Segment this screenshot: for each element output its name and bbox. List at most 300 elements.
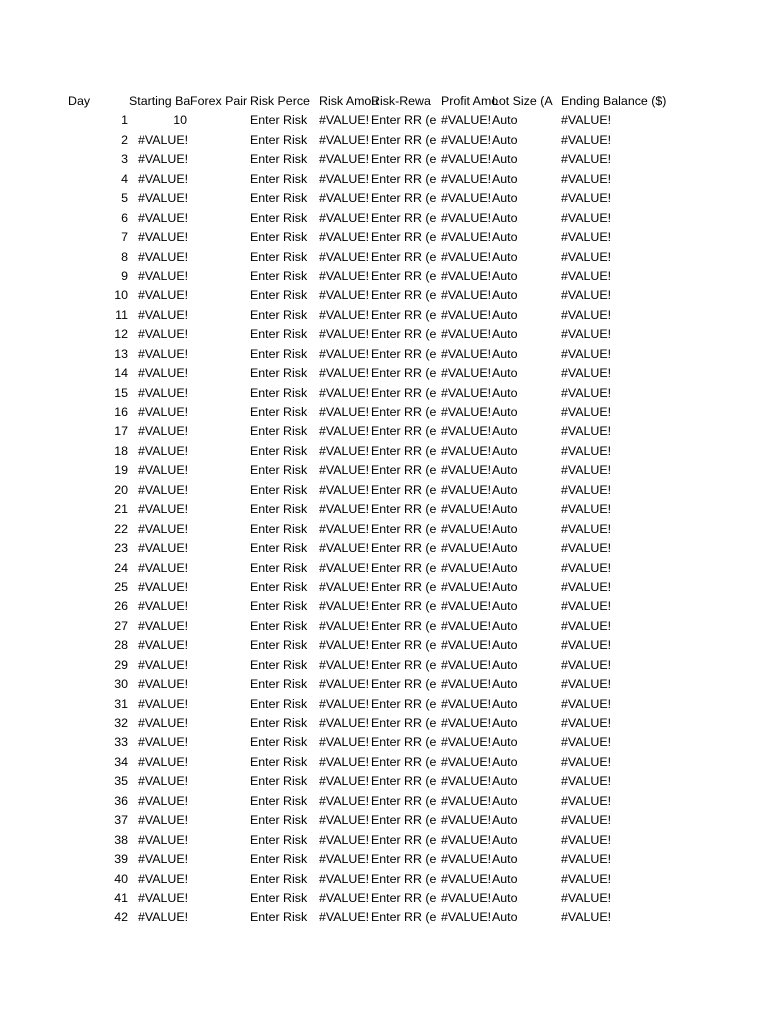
starting-balance-cell[interactable]: #VALUE! — [138, 482, 189, 497]
day-cell[interactable]: 16 — [114, 405, 128, 419]
risk-amount-cell[interactable]: #VALUE! — [319, 774, 370, 789]
forex-pair-cell[interactable] — [190, 714, 249, 733]
lot-size-cell[interactable]: Auto — [492, 346, 518, 361]
day-cell[interactable]: 13 — [114, 346, 128, 361]
lot-size-cell[interactable]: Auto — [492, 696, 518, 711]
risk-percent-cell[interactable]: Enter Risk — [250, 171, 308, 186]
starting-balance-cell[interactable]: #VALUE! — [138, 832, 189, 847]
day-cell[interactable]: 5 — [121, 191, 128, 206]
day-cell[interactable]: 31 — [114, 696, 128, 711]
lot-size-cell[interactable]: Auto — [492, 774, 518, 789]
risk-amount-cell[interactable]: #VALUE! — [319, 716, 370, 730]
risk-amount-cell[interactable]: #VALUE! — [319, 638, 370, 653]
risk-amount-cell[interactable]: #VALUE! — [319, 910, 370, 925]
risk-percent-cell[interactable]: Enter Risk — [250, 618, 308, 633]
starting-balance-cell[interactable]: #VALUE! — [138, 579, 189, 594]
ending-balance-cell[interactable]: #VALUE! — [561, 113, 612, 128]
profit-amount-cell[interactable]: #VALUE! — [441, 871, 492, 886]
risk-reward-cell[interactable]: Enter RR (e — [371, 405, 437, 419]
risk-percent-cell[interactable]: Enter Risk — [250, 249, 308, 264]
starting-balance-cell[interactable]: #VALUE! — [138, 346, 189, 361]
risk-percent-cell[interactable]: Enter Risk — [250, 560, 308, 575]
risk-reward-cell[interactable]: Enter RR (e — [371, 560, 437, 575]
day-cell[interactable]: 35 — [114, 774, 128, 789]
risk-amount-cell[interactable]: #VALUE! — [319, 288, 370, 303]
risk-reward-cell[interactable]: Enter RR (e — [371, 774, 437, 789]
ending-balance-cell[interactable]: #VALUE! — [561, 366, 612, 381]
risk-reward-cell[interactable]: Enter RR (e — [371, 618, 437, 633]
lot-size-cell[interactable]: Auto — [492, 852, 518, 867]
starting-balance-cell[interactable]: #VALUE! — [138, 171, 189, 186]
risk-reward-cell[interactable]: Enter RR (e — [371, 463, 437, 478]
lot-size-cell[interactable]: Auto — [492, 813, 518, 828]
profit-amount-cell[interactable]: #VALUE! — [441, 268, 492, 283]
ending-balance-cell[interactable]: #VALUE! — [561, 677, 612, 692]
risk-amount-cell[interactable]: #VALUE! — [319, 346, 370, 361]
day-cell[interactable]: 21 — [114, 502, 128, 517]
profit-amount-cell[interactable]: #VALUE! — [441, 230, 492, 245]
profit-amount-cell[interactable]: #VALUE! — [441, 385, 492, 400]
forex-pair-cell[interactable] — [190, 189, 249, 208]
ending-balance-cell[interactable]: #VALUE! — [561, 346, 612, 361]
risk-percent-cell[interactable]: Enter Risk — [250, 327, 308, 342]
risk-reward-cell[interactable]: Enter RR (e — [371, 890, 437, 905]
risk-percent-cell[interactable]: Enter Risk — [250, 890, 308, 905]
risk-percent-cell[interactable]: Enter Risk — [250, 793, 308, 808]
day-cell[interactable]: 29 — [114, 657, 128, 672]
risk-reward-cell[interactable]: Enter RR (e — [371, 113, 437, 128]
risk-reward-cell[interactable]: Enter RR (e — [371, 424, 437, 439]
risk-amount-cell[interactable]: #VALUE! — [319, 521, 370, 536]
lot-size-cell[interactable]: Auto — [492, 366, 518, 381]
starting-balance-cell[interactable]: #VALUE! — [138, 230, 189, 245]
risk-reward-cell[interactable]: Enter RR (e — [371, 307, 437, 322]
risk-reward-cell[interactable]: Enter RR (e — [371, 210, 437, 225]
risk-amount-cell[interactable]: #VALUE! — [319, 579, 370, 594]
risk-percent-cell[interactable]: Enter Risk — [250, 210, 308, 225]
starting-balance-cell[interactable]: #VALUE! — [138, 268, 189, 283]
forex-pair-cell[interactable] — [190, 150, 249, 169]
risk-percent-cell[interactable]: Enter Risk — [250, 910, 308, 925]
starting-balance-cell[interactable]: #VALUE! — [138, 288, 189, 303]
risk-reward-cell[interactable]: Enter RR (e — [371, 366, 437, 381]
risk-amount-cell[interactable]: #VALUE! — [319, 230, 370, 245]
forex-pair-cell[interactable] — [190, 870, 249, 889]
profit-amount-cell[interactable]: #VALUE! — [441, 288, 492, 303]
starting-balance-cell[interactable]: #VALUE! — [138, 793, 189, 808]
profit-amount-cell[interactable]: #VALUE! — [441, 793, 492, 808]
risk-reward-cell[interactable]: Enter RR (e — [371, 716, 437, 730]
risk-amount-cell[interactable]: #VALUE! — [319, 677, 370, 692]
risk-percent-cell[interactable]: Enter Risk — [250, 482, 308, 497]
ending-balance-cell[interactable]: #VALUE! — [561, 385, 612, 400]
ending-balance-cell[interactable]: #VALUE! — [561, 463, 612, 478]
starting-balance-cell[interactable]: #VALUE! — [138, 599, 189, 614]
profit-amount-cell[interactable]: #VALUE! — [441, 735, 492, 750]
lot-size-cell[interactable]: Auto — [492, 657, 518, 672]
ending-balance-cell[interactable]: #VALUE! — [561, 191, 612, 206]
risk-amount-cell[interactable]: #VALUE! — [319, 754, 370, 769]
forex-pair-cell[interactable] — [190, 364, 249, 383]
day-cell[interactable]: 25 — [114, 579, 128, 594]
risk-amount-cell[interactable]: #VALUE! — [319, 191, 370, 206]
day-cell[interactable]: 12 — [114, 327, 128, 342]
risk-reward-cell[interactable]: Enter RR (e — [371, 579, 437, 594]
risk-amount-cell[interactable]: #VALUE! — [319, 832, 370, 847]
day-cell[interactable]: 22 — [114, 521, 128, 536]
risk-amount-cell[interactable]: #VALUE! — [319, 366, 370, 381]
day-cell[interactable]: 40 — [114, 871, 128, 886]
lot-size-cell[interactable]: Auto — [492, 152, 518, 167]
day-cell[interactable]: 2 — [121, 132, 128, 147]
profit-amount-cell[interactable]: #VALUE! — [441, 677, 492, 692]
day-cell[interactable]: 17 — [114, 424, 128, 439]
starting-balance-cell[interactable]: #VALUE! — [138, 560, 189, 575]
risk-percent-cell[interactable]: Enter Risk — [250, 502, 308, 517]
profit-amount-cell[interactable]: #VALUE! — [441, 560, 492, 575]
day-cell[interactable]: 7 — [121, 230, 128, 245]
lot-size-cell[interactable]: Auto — [492, 541, 518, 556]
risk-reward-cell[interactable]: Enter RR (e — [371, 152, 437, 167]
lot-size-cell[interactable]: Auto — [492, 871, 518, 886]
lot-size-cell[interactable]: Auto — [492, 579, 518, 594]
header-risk-percent[interactable]: Risk Perce — [250, 94, 310, 108]
profit-amount-cell[interactable]: #VALUE! — [441, 249, 492, 264]
risk-amount-cell[interactable]: #VALUE! — [319, 113, 370, 128]
forex-pair-cell[interactable] — [190, 384, 249, 403]
profit-amount-cell[interactable]: #VALUE! — [441, 210, 492, 225]
day-cell[interactable]: 39 — [114, 852, 128, 867]
risk-percent-cell[interactable]: Enter Risk — [250, 852, 308, 867]
risk-percent-cell[interactable]: Enter Risk — [250, 754, 308, 769]
ending-balance-cell[interactable]: #VALUE! — [561, 871, 612, 886]
header-day[interactable]: Day — [68, 94, 91, 108]
profit-amount-cell[interactable]: #VALUE! — [441, 502, 492, 517]
starting-balance-cell[interactable]: #VALUE! — [138, 132, 189, 147]
risk-reward-cell[interactable]: Enter RR (e — [371, 832, 437, 847]
risk-percent-cell[interactable]: Enter Risk — [250, 307, 308, 322]
header-forex-pair[interactable]: Forex Pair — [190, 94, 248, 108]
profit-amount-cell[interactable]: #VALUE! — [441, 890, 492, 905]
forex-pair-cell[interactable] — [190, 889, 249, 908]
risk-amount-cell[interactable]: #VALUE! — [319, 171, 370, 186]
risk-reward-cell[interactable]: Enter RR (e — [371, 268, 437, 283]
risk-amount-cell[interactable]: #VALUE! — [319, 152, 370, 167]
risk-percent-cell[interactable]: Enter Risk — [250, 541, 308, 556]
profit-amount-cell[interactable]: #VALUE! — [441, 754, 492, 769]
starting-balance-cell[interactable]: #VALUE! — [138, 754, 189, 769]
risk-amount-cell[interactable]: #VALUE! — [319, 482, 370, 497]
profit-amount-cell[interactable]: #VALUE! — [441, 618, 492, 633]
starting-balance-cell[interactable]: #VALUE! — [138, 813, 189, 828]
starting-balance-cell[interactable]: #VALUE! — [138, 852, 189, 867]
risk-amount-cell[interactable]: #VALUE! — [319, 210, 370, 225]
risk-reward-cell[interactable]: Enter RR (e — [371, 346, 437, 361]
day-cell[interactable]: 3 — [121, 152, 128, 167]
day-cell[interactable]: 15 — [114, 385, 128, 400]
forex-pair-cell[interactable] — [190, 831, 249, 850]
starting-balance-cell[interactable]: #VALUE! — [138, 657, 189, 672]
starting-balance-cell[interactable]: #VALUE! — [138, 307, 189, 322]
risk-amount-cell[interactable]: #VALUE! — [319, 268, 370, 283]
risk-reward-cell[interactable]: Enter RR (e — [371, 871, 437, 886]
day-cell[interactable]: 6 — [121, 210, 128, 225]
starting-balance-cell[interactable]: #VALUE! — [138, 638, 189, 653]
starting-balance-cell[interactable]: #VALUE! — [138, 327, 189, 342]
profit-amount-cell[interactable]: #VALUE! — [441, 541, 492, 556]
starting-balance-cell[interactable]: #VALUE! — [138, 463, 189, 478]
lot-size-cell[interactable]: Auto — [492, 443, 518, 458]
risk-percent-cell[interactable]: Enter Risk — [250, 424, 308, 439]
ending-balance-cell[interactable]: #VALUE! — [561, 735, 612, 750]
risk-percent-cell[interactable]: Enter Risk — [250, 405, 308, 419]
risk-reward-cell[interactable]: Enter RR (e — [371, 132, 437, 147]
ending-balance-cell[interactable]: #VALUE! — [561, 268, 612, 283]
risk-reward-cell[interactable]: Enter RR (e — [371, 482, 437, 497]
risk-reward-cell[interactable]: Enter RR (e — [371, 541, 437, 556]
day-cell[interactable]: 28 — [114, 638, 128, 653]
risk-amount-cell[interactable]: #VALUE! — [319, 793, 370, 808]
starting-balance-cell[interactable]: #VALUE! — [138, 774, 189, 789]
ending-balance-cell[interactable]: #VALUE! — [561, 424, 612, 439]
profit-amount-cell[interactable]: #VALUE! — [441, 152, 492, 167]
risk-reward-cell[interactable]: Enter RR (e — [371, 599, 437, 614]
risk-amount-cell[interactable]: #VALUE! — [319, 327, 370, 342]
starting-balance-cell[interactable]: #VALUE! — [138, 191, 189, 206]
ending-balance-cell[interactable]: #VALUE! — [561, 754, 612, 769]
starting-balance-cell[interactable]: #VALUE! — [138, 735, 189, 750]
ending-balance-cell[interactable]: #VALUE! — [561, 813, 612, 828]
starting-balance-cell[interactable]: #VALUE! — [138, 696, 189, 711]
lot-size-cell[interactable]: Auto — [492, 463, 518, 478]
lot-size-cell[interactable]: Auto — [492, 832, 518, 847]
ending-balance-cell[interactable]: #VALUE! — [561, 832, 612, 847]
risk-reward-cell[interactable]: Enter RR (e — [371, 735, 437, 750]
profit-amount-cell[interactable]: #VALUE! — [441, 521, 492, 536]
day-cell[interactable]: 1 — [121, 113, 128, 128]
ending-balance-cell[interactable]: #VALUE! — [561, 910, 612, 925]
ending-balance-cell[interactable]: #VALUE! — [561, 307, 612, 322]
ending-balance-cell[interactable]: #VALUE! — [561, 482, 612, 497]
forex-pair-cell[interactable] — [190, 578, 249, 597]
ending-balance-cell[interactable]: #VALUE! — [561, 327, 612, 342]
forex-pair-cell[interactable] — [190, 248, 249, 267]
lot-size-cell[interactable]: Auto — [492, 793, 518, 808]
profit-amount-cell[interactable]: #VALUE! — [441, 910, 492, 925]
ending-balance-cell[interactable]: #VALUE! — [561, 638, 612, 653]
ending-balance-cell[interactable]: #VALUE! — [561, 210, 612, 225]
risk-amount-cell[interactable]: #VALUE! — [319, 618, 370, 633]
forex-pair-cell[interactable] — [190, 908, 249, 927]
ending-balance-cell[interactable]: #VALUE! — [561, 657, 612, 672]
risk-percent-cell[interactable]: Enter Risk — [250, 774, 308, 789]
forex-pair-cell[interactable] — [190, 131, 249, 150]
header-ending-balance[interactable]: Ending Balance ($) — [561, 94, 667, 108]
forex-pair-cell[interactable] — [190, 675, 249, 694]
risk-amount-cell[interactable]: #VALUE! — [319, 443, 370, 458]
lot-size-cell[interactable]: Auto — [492, 482, 518, 497]
risk-percent-cell[interactable]: Enter Risk — [250, 152, 308, 167]
forex-pair-cell[interactable] — [190, 481, 249, 500]
forex-pair-cell[interactable] — [190, 695, 249, 714]
lot-size-cell[interactable]: Auto — [492, 754, 518, 769]
profit-amount-cell[interactable]: #VALUE! — [441, 171, 492, 186]
forex-pair-cell[interactable] — [190, 286, 249, 305]
risk-amount-cell[interactable]: #VALUE! — [319, 541, 370, 556]
risk-reward-cell[interactable]: Enter RR (e — [371, 230, 437, 245]
risk-percent-cell[interactable]: Enter Risk — [250, 521, 308, 536]
starting-balance-cell[interactable]: #VALUE! — [138, 443, 189, 458]
forex-pair-cell[interactable] — [190, 733, 249, 752]
forex-pair-cell[interactable] — [190, 772, 249, 791]
ending-balance-cell[interactable]: #VALUE! — [561, 288, 612, 303]
day-cell[interactable]: 9 — [121, 268, 128, 283]
risk-percent-cell[interactable]: Enter Risk — [250, 716, 308, 730]
ending-balance-cell[interactable]: #VALUE! — [561, 249, 612, 264]
forex-pair-cell[interactable] — [190, 636, 249, 655]
forex-pair-cell[interactable] — [190, 753, 249, 772]
header-risk-amount[interactable]: Risk Amou — [319, 94, 379, 108]
profit-amount-cell[interactable]: #VALUE! — [441, 696, 492, 711]
starting-balance-cell[interactable]: #VALUE! — [138, 716, 189, 730]
day-cell[interactable]: 30 — [114, 677, 128, 692]
starting-balance-cell[interactable]: #VALUE! — [138, 521, 189, 536]
risk-reward-cell[interactable]: Enter RR (e — [371, 385, 437, 400]
ending-balance-cell[interactable]: #VALUE! — [561, 521, 612, 536]
risk-reward-cell[interactable]: Enter RR (e — [371, 638, 437, 653]
profit-amount-cell[interactable]: #VALUE! — [441, 832, 492, 847]
lot-size-cell[interactable]: Auto — [492, 716, 518, 730]
risk-percent-cell[interactable]: Enter Risk — [250, 366, 308, 381]
day-cell[interactable]: 8 — [121, 249, 128, 264]
forex-pair-cell[interactable] — [190, 228, 249, 247]
risk-amount-cell[interactable]: #VALUE! — [319, 871, 370, 886]
risk-percent-cell[interactable]: Enter Risk — [250, 696, 308, 711]
starting-balance-cell[interactable]: #VALUE! — [138, 210, 189, 225]
profit-amount-cell[interactable]: #VALUE! — [441, 579, 492, 594]
risk-reward-cell[interactable]: Enter RR (e — [371, 521, 437, 536]
lot-size-cell[interactable]: Auto — [492, 502, 518, 517]
lot-size-cell[interactable]: Auto — [492, 268, 518, 283]
lot-size-cell[interactable]: Auto — [492, 618, 518, 633]
starting-balance-cell[interactable]: #VALUE! — [138, 366, 189, 381]
risk-amount-cell[interactable]: #VALUE! — [319, 424, 370, 439]
ending-balance-cell[interactable]: #VALUE! — [561, 774, 612, 789]
lot-size-cell[interactable]: Auto — [492, 113, 518, 128]
lot-size-cell[interactable]: Auto — [492, 307, 518, 322]
forex-pair-cell[interactable] — [190, 559, 249, 578]
lot-size-cell[interactable]: Auto — [492, 288, 518, 303]
profit-amount-cell[interactable]: #VALUE! — [441, 346, 492, 361]
lot-size-cell[interactable]: Auto — [492, 890, 518, 905]
profit-amount-cell[interactable]: #VALUE! — [441, 191, 492, 206]
header-risk-reward[interactable]: Risk-Rewa — [371, 94, 431, 108]
day-cell[interactable]: 32 — [114, 716, 128, 730]
ending-balance-cell[interactable]: #VALUE! — [561, 599, 612, 614]
lot-size-cell[interactable]: Auto — [492, 249, 518, 264]
risk-percent-cell[interactable]: Enter Risk — [250, 346, 308, 361]
ending-balance-cell[interactable]: #VALUE! — [561, 696, 612, 711]
profit-amount-cell[interactable]: #VALUE! — [441, 424, 492, 439]
lot-size-cell[interactable]: Auto — [492, 210, 518, 225]
starting-balance-cell[interactable]: #VALUE! — [138, 385, 189, 400]
profit-amount-cell[interactable]: #VALUE! — [441, 463, 492, 478]
day-cell[interactable]: 33 — [114, 735, 128, 750]
forex-pair-cell[interactable] — [190, 422, 249, 441]
starting-balance-cell[interactable]: #VALUE! — [138, 910, 189, 925]
profit-amount-cell[interactable]: #VALUE! — [441, 366, 492, 381]
profit-amount-cell[interactable]: #VALUE! — [441, 813, 492, 828]
ending-balance-cell[interactable]: #VALUE! — [561, 230, 612, 245]
day-cell[interactable]: 23 — [114, 541, 128, 556]
lot-size-cell[interactable]: Auto — [492, 424, 518, 439]
lot-size-cell[interactable]: Auto — [492, 171, 518, 186]
risk-percent-cell[interactable]: Enter Risk — [250, 268, 308, 283]
starting-balance-cell[interactable]: #VALUE! — [138, 871, 189, 886]
risk-reward-cell[interactable]: Enter RR (e — [371, 754, 437, 769]
ending-balance-cell[interactable]: #VALUE! — [561, 793, 612, 808]
forex-pair-cell[interactable] — [190, 111, 249, 130]
day-cell[interactable]: 27 — [114, 618, 128, 633]
profit-amount-cell[interactable]: #VALUE! — [441, 774, 492, 789]
risk-percent-cell[interactable]: Enter Risk — [250, 463, 308, 478]
risk-percent-cell[interactable]: Enter Risk — [250, 443, 308, 458]
forex-pair-cell[interactable] — [190, 209, 249, 228]
day-cell[interactable]: 11 — [115, 307, 128, 322]
risk-reward-cell[interactable]: Enter RR (e — [371, 657, 437, 672]
forex-pair-cell[interactable] — [190, 811, 249, 830]
risk-percent-cell[interactable]: Enter Risk — [250, 871, 308, 886]
risk-amount-cell[interactable]: #VALUE! — [319, 696, 370, 711]
ending-balance-cell[interactable]: #VALUE! — [561, 502, 612, 517]
day-cell[interactable]: 26 — [114, 599, 128, 614]
starting-balance-cell[interactable]: #VALUE! — [138, 502, 189, 517]
risk-percent-cell[interactable]: Enter Risk — [250, 735, 308, 750]
forex-pair-cell[interactable] — [190, 792, 249, 811]
day-cell[interactable]: 36 — [114, 793, 128, 808]
ending-balance-cell[interactable]: #VALUE! — [561, 890, 612, 905]
risk-percent-cell[interactable]: Enter Risk — [250, 579, 308, 594]
forex-pair-cell[interactable] — [190, 306, 249, 325]
risk-percent-cell[interactable]: Enter Risk — [250, 813, 308, 828]
starting-balance-cell[interactable]: #VALUE! — [138, 424, 189, 439]
risk-amount-cell[interactable]: #VALUE! — [319, 132, 370, 147]
risk-percent-cell[interactable]: Enter Risk — [250, 113, 308, 128]
forex-pair-cell[interactable] — [190, 656, 249, 675]
risk-percent-cell[interactable]: Enter Risk — [250, 385, 308, 400]
risk-amount-cell[interactable]: #VALUE! — [319, 852, 370, 867]
lot-size-cell[interactable]: Auto — [492, 735, 518, 750]
forex-pair-cell[interactable] — [190, 539, 249, 558]
lot-size-cell[interactable]: Auto — [492, 191, 518, 206]
starting-balance-cell[interactable]: #VALUE! — [138, 541, 189, 556]
ending-balance-cell[interactable]: #VALUE! — [561, 560, 612, 575]
risk-percent-cell[interactable]: Enter Risk — [250, 132, 308, 147]
risk-percent-cell[interactable]: Enter Risk — [250, 191, 308, 206]
profit-amount-cell[interactable]: #VALUE! — [441, 405, 492, 419]
risk-amount-cell[interactable]: #VALUE! — [319, 890, 370, 905]
risk-percent-cell[interactable]: Enter Risk — [250, 677, 308, 692]
lot-size-cell[interactable]: Auto — [492, 385, 518, 400]
lot-size-cell[interactable]: Auto — [492, 560, 518, 575]
profit-amount-cell[interactable]: #VALUE! — [441, 716, 492, 730]
risk-reward-cell[interactable]: Enter RR (e — [371, 502, 437, 517]
forex-pair-cell[interactable] — [190, 850, 249, 869]
header-profit-amount[interactable]: Profit Amo — [441, 94, 499, 108]
ending-balance-cell[interactable]: #VALUE! — [561, 852, 612, 867]
risk-amount-cell[interactable]: #VALUE! — [319, 599, 370, 614]
risk-amount-cell[interactable]: #VALUE! — [319, 385, 370, 400]
